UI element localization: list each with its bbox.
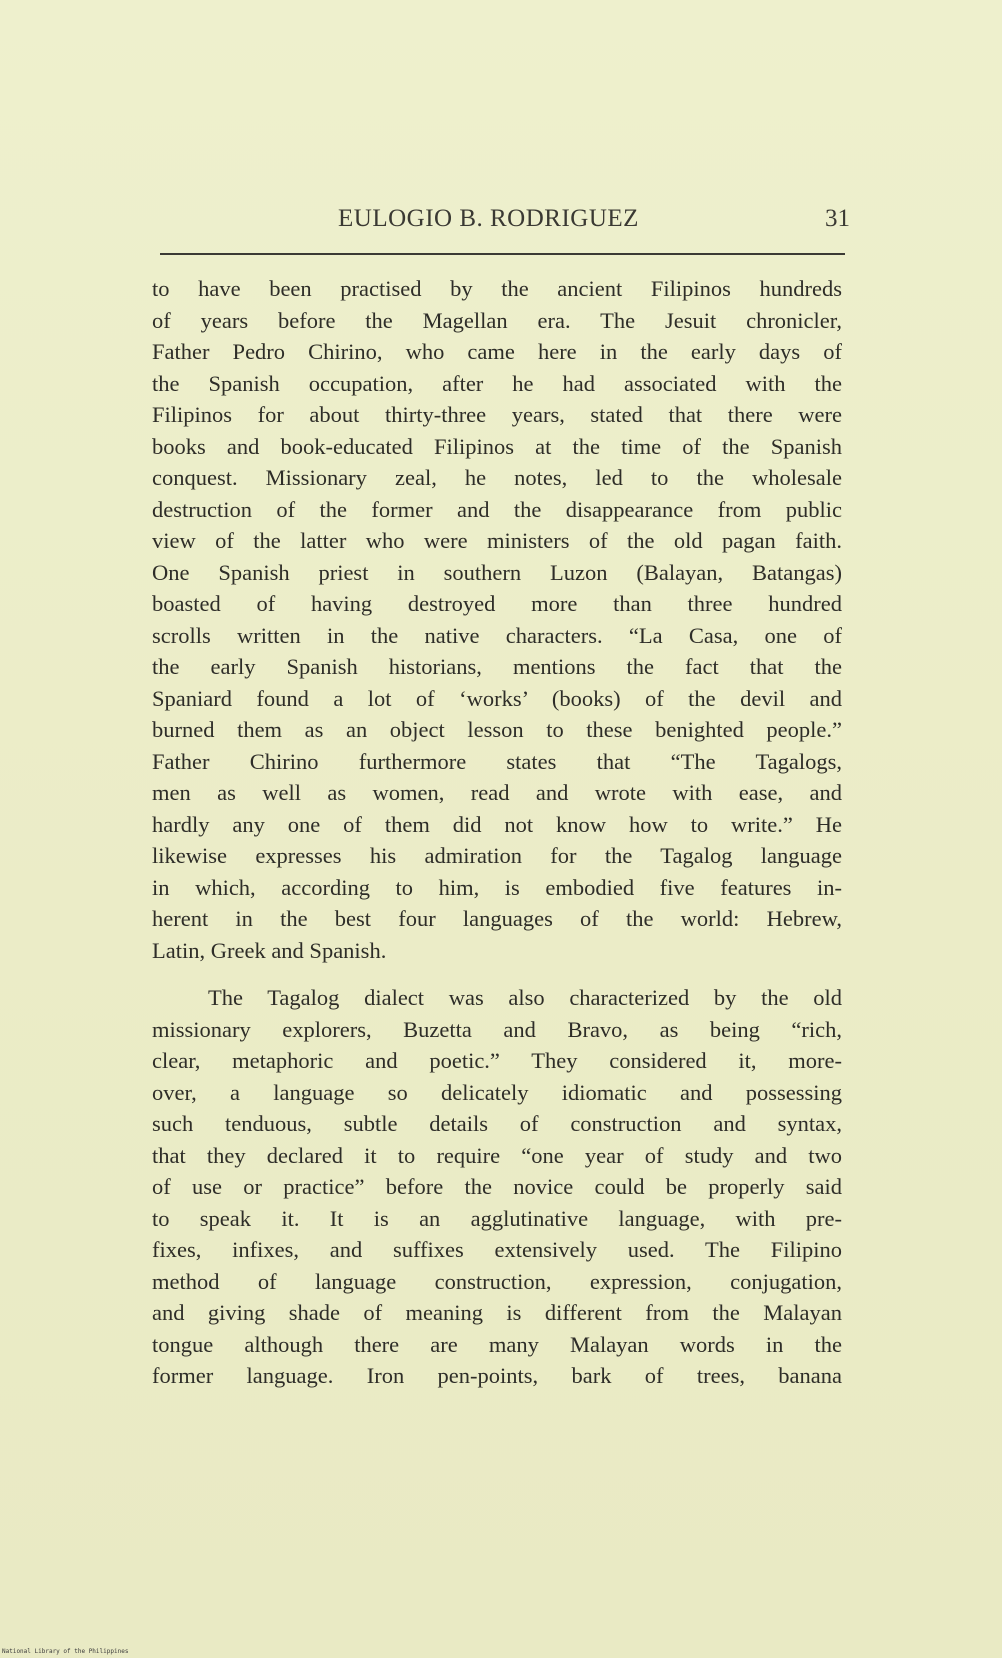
- text-line: Father Pedro Chirino, who came here in the early days of: [152, 339, 842, 364]
- text-line: destruction of the former and the disappearance from public: [152, 496, 842, 522]
- text-line: method of language construction, expression, conjugation,: [152, 1268, 842, 1294]
- body-text: [152, 273, 842, 1392]
- text-line: The Tagalog dialect was also characterized by the old: [208, 985, 842, 1010]
- paragraph-1: [152, 273, 842, 966]
- page-number: 31: [825, 205, 850, 232]
- text-line: to speak it. It is an agglutinative language, with pre-: [152, 1205, 842, 1231]
- paragraph-2: [152, 982, 842, 1392]
- text-line: Filipinos for about thirty-three years, stated that there were: [152, 402, 842, 427]
- text-line: Latin, Greek and Spanish.: [152, 937, 387, 963]
- text-line: One Spanish priest in southern Luzon (Balayan, Batangas): [152, 559, 842, 585]
- text-line: view of the latter who were ministers of the old pagan faith.: [152, 528, 842, 553]
- text-line: of use or practice” before the novice could be properly said: [152, 1174, 842, 1199]
- text-line: tongue although there are many Malayan words in the: [152, 1331, 842, 1357]
- footer-credit: National Library of the Philippines: [2, 1648, 129, 1655]
- header-rule: [160, 253, 845, 255]
- text-line: books and book-educated Filipinos at the time of the Spanish: [152, 433, 842, 459]
- text-line: such tenduous, subtle details of construction and syntax,: [152, 1111, 842, 1136]
- text-line: fixes, infixes, and suffixes extensively used. The Filipino: [152, 1237, 842, 1262]
- text-line: men as well as women, read and wrote with ease, and: [152, 780, 842, 805]
- text-line: conquest. Missionary zeal, he notes, led to the wholesale: [152, 465, 842, 490]
- text-line: clear, metaphoric and poetic.” They considered it, more-: [152, 1048, 842, 1073]
- text-line: boasted of having destroyed more than three hundred: [152, 591, 842, 616]
- text-line: and giving shade of meaning is different from the Malayan: [152, 1300, 842, 1325]
- text-line: in which, according to him, is embodied five features in-: [152, 874, 842, 900]
- text-line: of years before the Magellan era. The Jesuit chronicler,: [152, 307, 842, 333]
- text-line: Father Chirino furthermore states that “The Tagalogs,: [152, 748, 842, 774]
- text-line: likewise expresses his admiration for the Tagalog language: [152, 843, 842, 868]
- text-line: burned them as an object lesson to these benighted people.”: [152, 717, 842, 742]
- text-line: Spaniard found a lot of ‘works’ (books) of the devil and: [152, 685, 842, 711]
- text-line: missionary explorers, Buzetta and Bravo, as being “rich,: [152, 1016, 842, 1042]
- text-line: that they declared it to require “one year of study and two: [152, 1142, 842, 1168]
- text-line: the Spanish occupation, after he had associated with the: [152, 370, 842, 396]
- text-line: hardly any one of them did not know how to write.” He: [152, 811, 842, 837]
- running-head: EULOGIO B. RODRIGUEZ: [338, 205, 639, 232]
- text-line: scrolls written in the native characters. “La Casa, one of: [152, 622, 842, 648]
- text-line: the early Spanish historians, mentions the fact that the: [152, 654, 842, 679]
- text-line: to have been practised by the ancient Filipinos hundreds: [152, 276, 842, 301]
- page-header: [160, 205, 860, 245]
- text-line: over, a language so delicately idiomatic and possessing: [152, 1079, 842, 1105]
- text-line: herent in the best four languages of the world: Hebrew,: [152, 906, 842, 931]
- text-line: former language. Iron pen-points, bark of trees, banana: [152, 1363, 842, 1388]
